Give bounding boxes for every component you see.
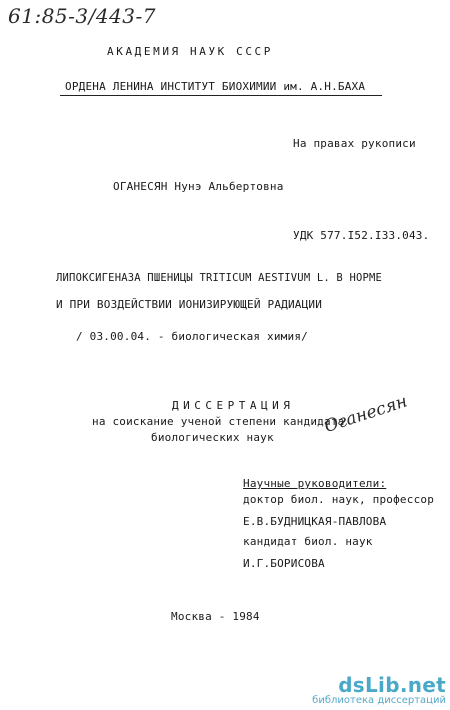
specialty-code: / 03.00.04. - биологическая химия/ [76, 330, 308, 343]
thesis-title-line1: ЛИПОКСИГЕНАЗА ПШЕНИЦЫ TRITICUM AESTIVUM L. В НОРМЕ [56, 272, 383, 284]
degree-line2: биологических наук [151, 431, 274, 444]
watermark-logo [312, 673, 446, 706]
document-type: ДИССЕРТАЦИЯ [172, 399, 295, 412]
rights-note: На правах рукописи [293, 137, 416, 150]
institute-name: ОРДЕНА ЛЕНИНА ИНСТИТУТ БИОХИМИИ им. А.Н.БАХА [65, 80, 366, 93]
supervisor2-name: И.Г.БОРИСОВА [243, 557, 325, 570]
place-year: Москва - 1984 [171, 610, 260, 623]
author-name: ОГАНЕСЯН Нунэ Альбертовна [113, 180, 284, 193]
supervisor1-title: доктор биол. наук, профессор [243, 493, 435, 506]
watermark-title: dsLib.net [338, 673, 446, 697]
thesis-title-line2: И ПРИ ВОЗДЕЙСТВИИ ИОНИЗИРУЮЩЕЙ РАДИАЦИИ [56, 298, 323, 311]
udk-code: УДК 577.I52.I33.043. [293, 229, 430, 242]
signature: Оганесян [322, 391, 410, 438]
supervisor1-name: Е.В.БУДНИЦКАЯ-ПАВЛОВА [243, 515, 387, 528]
watermark-subtitle: библиотека диссертаций [312, 695, 446, 706]
degree-line1: на соискание ученой степени кандидата [92, 415, 345, 428]
header-divider [60, 95, 382, 96]
academy-header: АКАДЕМИЯ НАУК СССР [107, 45, 274, 58]
archive-code: 61:85-3/443-7 [8, 4, 157, 28]
supervisor2-title: кандидат биол. наук [243, 535, 373, 548]
supervisors-label: Научные руководители: [243, 477, 387, 490]
